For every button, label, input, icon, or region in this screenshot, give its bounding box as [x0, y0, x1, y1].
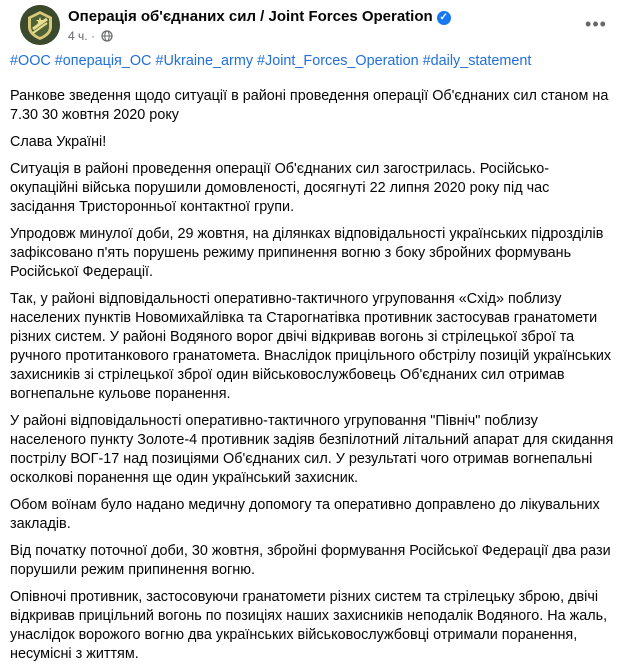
post-paragraph-title: Ранкове зведення щодо ситуації в районі проведення операції Об'єднаних сил станом на 7.30 30 жовтня 2020 року — [10, 88, 609, 123]
post-paragraph: Упродовж минулої доби, 29 жовтня, на ділянках відповідальності українських підрозділів зафіксовано п'ять порушень режиму припинення вогню з боку збройних формувань Російської Федерації. — [10, 226, 604, 280]
post-paragraph: Ситуація в районі проведення операції Об'єднаних сил загострилась. Російсько-окупаційні війська порушили домовленості, досягнуті 22 липня 2020 року під час засідання Тристоронньої контактної групи. — [10, 161, 550, 215]
post-timestamp[interactable]: 4 ч. — [68, 29, 88, 43]
page-avatar[interactable] — [20, 5, 60, 45]
hashtag-link[interactable]: #ООС — [10, 53, 51, 69]
post-header — [10, 0, 620, 52]
post-paragraph-greeting: Слава Україні! — [10, 134, 107, 150]
page-name-text[interactable]: Операція об'єднаних сил / Joint Forces Operation — [68, 8, 433, 25]
jfo-emblem-icon — [20, 5, 60, 45]
post-paragraph: Від початку поточної доби, 30 жовтня, збройні формування Російської Федерації два рази порушили режим припинення вогню. — [10, 543, 611, 578]
post-paragraph: Обом воїнам було надано медичну допомогу та оперативно доправлено до лікувальних закладів. — [10, 497, 600, 532]
post-paragraph: У районі відповідальності оперативно-тактичного угруповання "Північ" поблизу населеного пункту Золоте-4 противник задіяв безпілотний літальний апарат для скидання пострілу ВОГ-17 над позиціями Об'єднаних сил. У результаті чого отримав вогнепальні осколкові поранення ще один український захисник. — [10, 413, 614, 486]
post-paragraph: Так, у районі відповідальності оперативно-тактичного угруповання «Схід» поблизу населених пунктів Новомихайлівка та Старогнатівка противник застосував гранатомети різних систем. У районі Водяного ворог двічі відкривав вогонь зі стрілецької зброї та ручного протитанкового гранатомета. Внаслідок прицільного обстрілу позицій українських захисників зі стрілецької зброї один військовослужбовець Об'єднаних сил отримав вогнепальне кульове поранення. — [10, 291, 612, 402]
hashtag-line — [10, 52, 614, 71]
hashtag-link[interactable]: #операція_ОС — [54, 53, 152, 69]
page-name-link[interactable] — [68, 8, 451, 25]
more-horizontal-icon: ••• — [585, 13, 607, 34]
globe-icon[interactable] — [101, 30, 113, 42]
post-message — [10, 52, 614, 672]
hashtag-link[interactable]: #Joint_Forces_Operation — [257, 53, 419, 69]
hashtag-link[interactable]: #daily_statement — [422, 53, 532, 69]
post-meta: 4 ч. · — [68, 29, 113, 43]
post-paragraph: Опівночі противник, застосовуючи гранатомети різних систем та стрілецьку зброю, двічі відкривав прицільний вогонь по позиціях наших захисників неподалік Водяного. На жаль, унаслідок ворожого вогню два українських військовослужбовці отримали поранення, несумісні з життям. — [10, 589, 608, 662]
more-options-button[interactable] — [582, 10, 610, 38]
verified-badge-icon: ✓ — [437, 11, 451, 25]
hashtag-link[interactable]: #Ukraine_army — [155, 53, 254, 69]
